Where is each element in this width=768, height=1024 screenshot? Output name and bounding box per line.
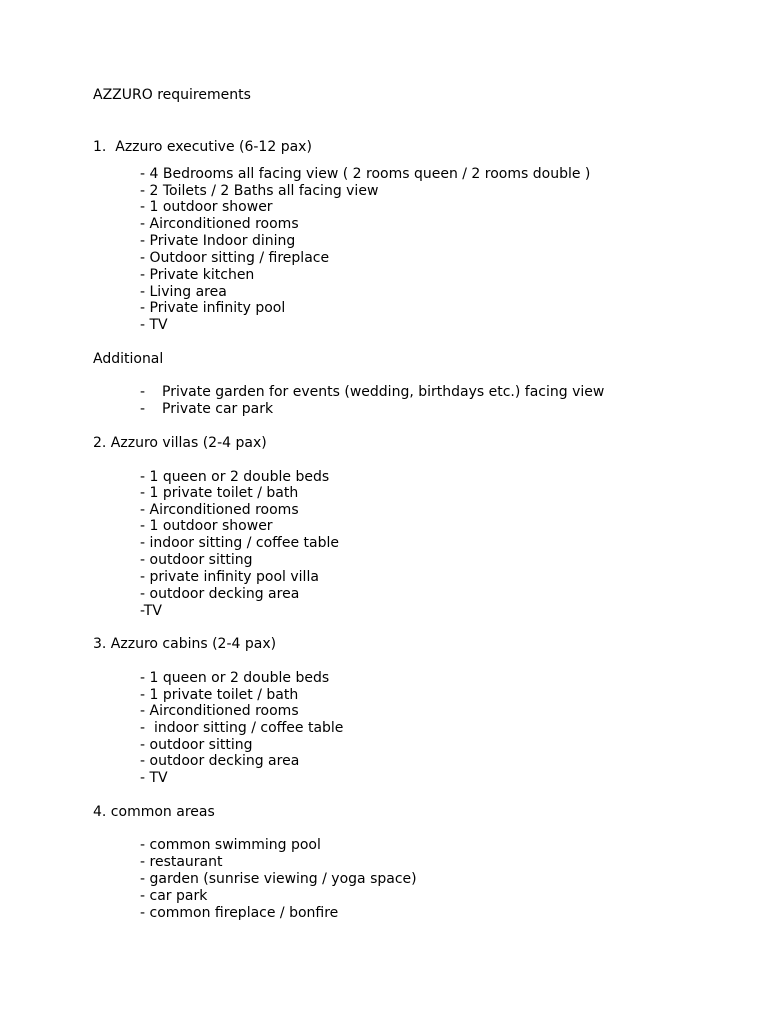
section-heading-additional: Additional [93, 351, 164, 367]
list-item: - indoor sitting / coffee table [140, 720, 344, 736]
list-item: - Living area [140, 284, 227, 300]
list-item: - 1 queen or 2 double beds [140, 670, 330, 686]
list-item: - TV [140, 317, 168, 333]
list-item: - Private kitchen [140, 267, 255, 283]
list-item: - indoor sitting / coffee table [140, 535, 339, 551]
list-item: - garden (sunrise viewing / yoga space) [140, 871, 417, 887]
list-item: - common swimming pool [140, 837, 321, 853]
list-item: - 1 outdoor shower [140, 199, 273, 215]
list-item: - 4 Bedrooms all facing view ( 2 rooms queen / 2 rooms double ) [140, 166, 591, 182]
section-heading-executive: 1. Azzuro executive (6-12 pax) [93, 139, 312, 155]
list-item: -TV [140, 603, 162, 619]
list-item: Private car park [162, 401, 274, 417]
list-item: - car park [140, 888, 208, 904]
list-item: - restaurant [140, 854, 223, 870]
list-item: - Outdoor sitting / fireplace [140, 250, 330, 266]
list-item: - private infinity pool villa [140, 569, 319, 585]
list-item: - Airconditioned rooms [140, 703, 299, 719]
section-heading-cabins: 3. Azzuro cabins (2-4 pax) [93, 636, 277, 652]
document-title: AZZURO requirements [93, 87, 251, 103]
list-item: - Private infinity pool [140, 300, 286, 316]
list-item: - outdoor sitting [140, 552, 253, 568]
bullet-dash: - [140, 384, 146, 400]
section-heading-common: 4. common areas [93, 804, 215, 820]
list-item: - 1 queen or 2 double beds [140, 469, 330, 485]
list-item: - 1 private toilet / bath [140, 485, 299, 501]
list-item: - outdoor decking area [140, 753, 300, 769]
list-item: - 1 private toilet / bath [140, 687, 299, 703]
list-item: - 2 Toilets / 2 Baths all facing view [140, 183, 379, 199]
section-heading-villas: 2. Azzuro villas (2-4 pax) [93, 435, 267, 451]
list-item: - TV [140, 770, 168, 786]
list-item: - Private Indoor dining [140, 233, 296, 249]
list-item: - common fireplace / bonfire [140, 905, 339, 921]
list-item: - Airconditioned rooms [140, 502, 299, 518]
list-item: - Airconditioned rooms [140, 216, 299, 232]
list-item: - outdoor decking area [140, 586, 300, 602]
list-item: Private garden for events (wedding, birthdays etc.) facing view [162, 384, 605, 400]
list-item: - 1 outdoor shower [140, 518, 273, 534]
bullet-dash: - [140, 401, 146, 417]
list-item: - outdoor sitting [140, 737, 253, 753]
